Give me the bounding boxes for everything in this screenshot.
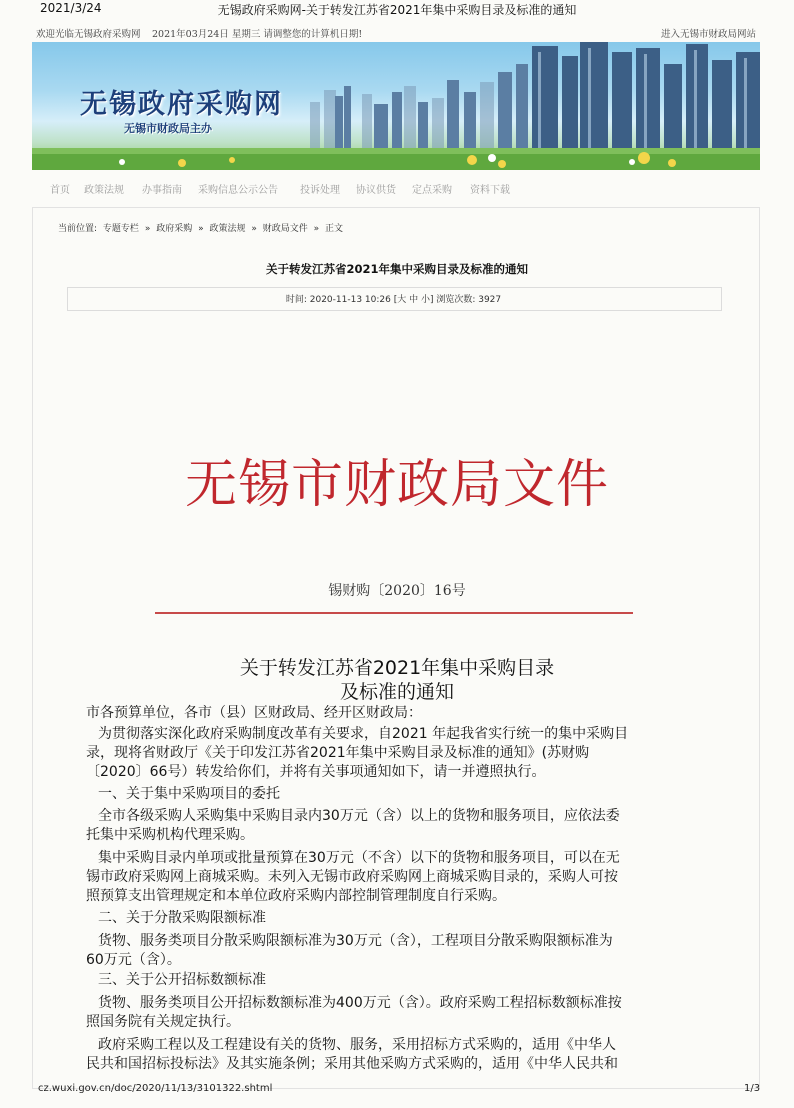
document-title-line-1: 关于转发江苏省2021年集中采购目录 <box>239 657 555 679</box>
nav-item-designated-purchase[interactable]: 定点采购 <box>412 185 452 196</box>
body-line: 为贯彻落实深化政府采购制度改革有关要求，自2021 年起我省实行统一的集中采购目 <box>98 726 629 742</box>
nav-item-home[interactable]: 首页 <box>50 185 70 196</box>
body-line: 照预算支出管理规定和本单位政府采购内部控制管理制度自行采购。 <box>86 888 506 904</box>
body-line: 托集中采购机构代理采购。 <box>86 827 254 843</box>
breadcrumb-separator: » <box>198 224 204 234</box>
print-page-title: 无锡政府采购网-关于转发江苏省2021年集中采购目录及标准的通知 <box>217 3 577 17</box>
nav-item-policies[interactable]: 政策法规 <box>84 185 124 196</box>
breadcrumb-item[interactable]: 专题专栏 <box>102 224 139 234</box>
body-line: 民共和国招标投标法》及其实施条例；采用其他采购方式采购的，适用《中华人民共和 <box>86 1056 618 1072</box>
site-subtitle: 无锡市财政局主办 <box>124 122 212 135</box>
breadcrumb-separator: » <box>144 224 151 234</box>
document-title-line-2: 及标准的通知 <box>339 681 454 703</box>
body-line: 录，现将省财政厅《关于印发江苏省2021年集中采购目录及标准的通知》(苏财购 <box>86 745 590 761</box>
section-heading: 二、关于分散采购限额标准 <box>98 910 266 926</box>
salutation: 市各预算单位，各市（县）区财政局、经开区财政局： <box>86 705 422 721</box>
body-line: 集中采购目录内单项或批量预算在30万元（不含）以下的货物和服务项目，可以在无 <box>98 850 620 866</box>
body-line: 货物、服务类项目公开招标数额标准为400万元（含）。政府采购工程招标数额标准按 <box>98 995 622 1011</box>
body-line: 照国务院有关规定执行。 <box>86 1014 240 1030</box>
nav-item-complaints[interactable]: 投诉处理 <box>300 185 340 196</box>
breadcrumb-current: 正文 <box>325 224 344 234</box>
section-heading: 一、关于集中采购项目的委托 <box>98 786 280 802</box>
nav-item-procurement-notices[interactable]: 采购信息公示公告 <box>198 185 278 196</box>
breadcrumb-separator: » <box>251 224 257 234</box>
body-line: 60万元（含）。 <box>86 952 181 968</box>
article-meta: 时间: 2020-11-13 10:26 [大 中 小] 浏览次数: 3927 <box>285 295 502 305</box>
nav-item-downloads[interactable]: 资料下载 <box>470 185 510 196</box>
site-name: 无锡政府采购网 <box>80 89 283 120</box>
breadcrumb <box>58 221 346 234</box>
section-heading: 三、关于公开招标数额标准 <box>98 972 266 988</box>
issuer-heading: 无锡市财政局文件 <box>184 455 609 515</box>
body-line: 锡市政府采购网上商城采购。未列入无锡市政府采购网上商城采购目录的，采购人可按 <box>86 869 618 885</box>
breadcrumb-item[interactable]: 政府采购 <box>156 224 193 234</box>
body-line: 货物、服务类项目分散采购限额标准为30万元（含），工程项目分散采购限额标准为 <box>98 933 613 949</box>
welcome-text: 欢迎光临无锡政府采购网 <box>36 29 141 40</box>
document-number: 锡财购〔2020〕16号 <box>328 583 466 599</box>
print-date: 2021/3/24 <box>40 1 102 15</box>
breadcrumb-prefix: 当前位置: <box>58 224 98 234</box>
main-nav <box>32 181 760 195</box>
body-line: 〔2020〕66号）转发给你们，并将有关事项通知如下，请一并遵照执行。 <box>86 764 546 780</box>
site-banner <box>32 42 760 170</box>
nav-item-agreement-supply[interactable]: 协议供货 <box>356 185 396 196</box>
breadcrumb-separator: » <box>313 224 320 234</box>
breadcrumb-item[interactable]: 财政局文件 <box>262 224 308 234</box>
finance-bureau-link[interactable]: 进入无锡市财政局网站 <box>660 29 756 40</box>
date-notice: 2021年03月24日 星期三 请调整您的计算机日期! <box>152 29 363 40</box>
body-line: 政府采购工程以及工程建设有关的货物、服务，采用招标方式采购的，适用《中华人 <box>98 1037 616 1053</box>
print-page-number: 1/3 <box>744 1083 761 1094</box>
article-title: 关于转发江苏省2021年集中采购目录及标准的通知 <box>265 262 528 276</box>
print-footer-url: cz.wuxi.gov.cn/doc/2020/11/13/3101322.shtml <box>38 1083 273 1094</box>
nav-item-guide[interactable]: 办事指南 <box>142 185 182 196</box>
breadcrumb-item[interactable]: 政策法规 <box>209 224 246 234</box>
red-divider <box>155 612 633 614</box>
body-line: 全市各级采购人采购集中采购目录内30万元（含）以上的货物和服务项目，应依法委 <box>98 808 620 824</box>
